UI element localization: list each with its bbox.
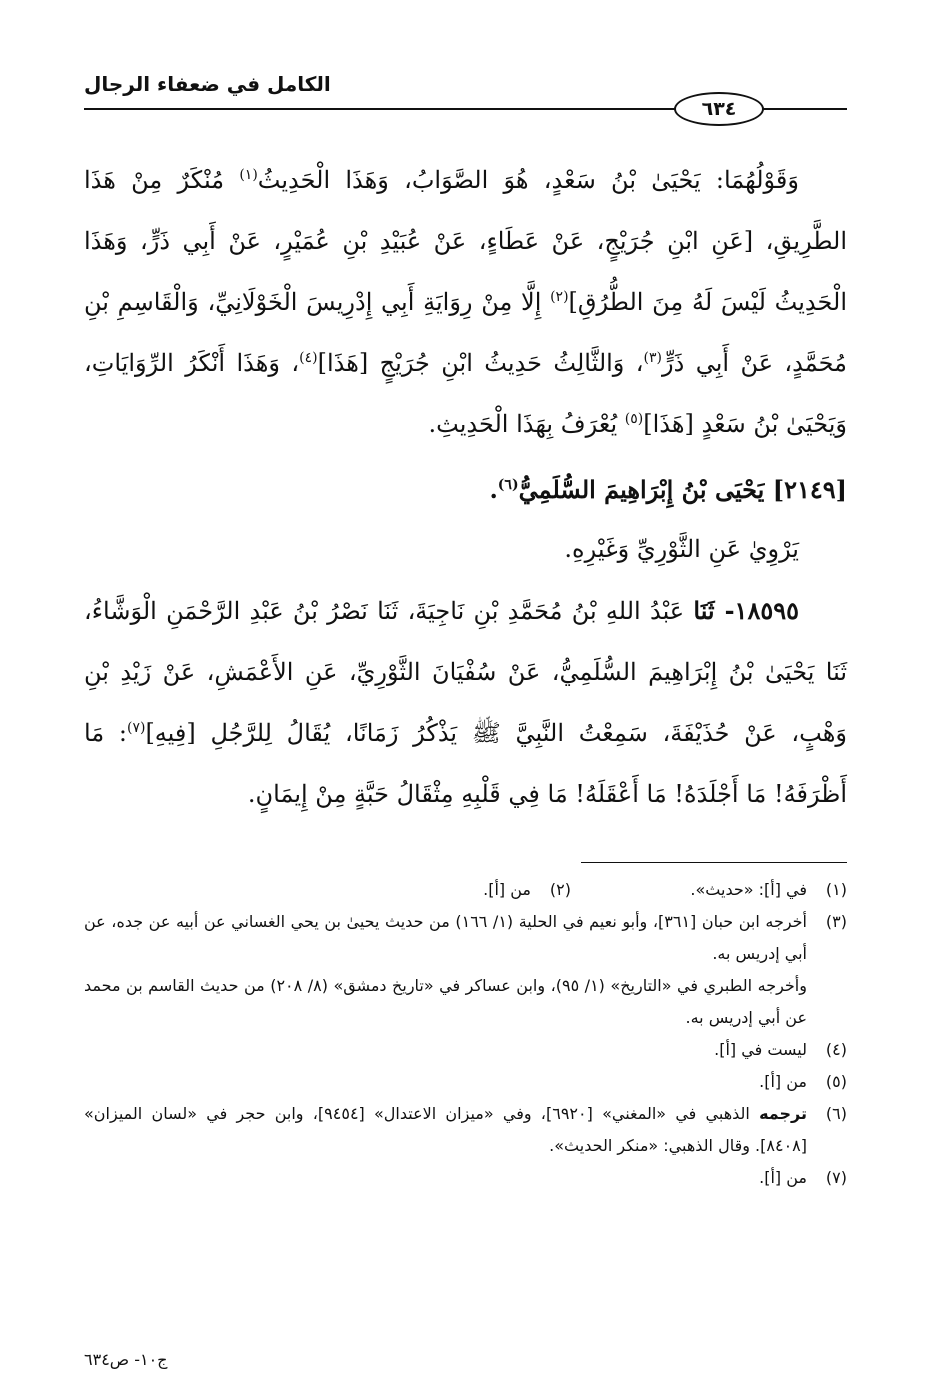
entry-number: [٢١٤٩] xyxy=(772,475,847,504)
footnote-ref: (١) xyxy=(239,167,258,183)
footnote-7 xyxy=(84,1162,847,1194)
footnote-divider xyxy=(581,862,847,863)
text-run: يُعْرَفُ بِهَذَا الْحَدِيثِ. xyxy=(428,410,625,438)
paragraph-commentary xyxy=(84,150,847,455)
footnote-4 xyxy=(84,1034,847,1066)
footnote-5 xyxy=(84,1066,847,1098)
text-run: : مَا أَظْرَفَهُ! مَا أَجْلَدَهُ! مَا أَعْقَلَهُ! مَا فِي قَلْبِهِ مِثْقَالُ حَبَّةٍ مِنْ إِيمَانٍ. xyxy=(84,719,847,808)
text-run: إِلَّا مِنْ رِوَايَةِ أَبِي إِدْرِيسَ الْخَوْلَانِيِّ، وَالْقَاسِمِ بْنِ مُحَمَّدٍ، عَنْ أَبِي ذَرٍّ xyxy=(84,288,848,377)
footnote-bold-word: ترجمه xyxy=(759,1104,807,1123)
footnote-text xyxy=(84,1098,807,1162)
footnote-number: (٢) xyxy=(549,880,571,899)
page-header xyxy=(84,70,847,120)
footnote-6 xyxy=(84,1098,847,1162)
footnote-line: وأخرجه الطبري في «التاريخ» (١/ ٩٥)، وابن عساكر في «تاريخ دمشق» (٨/ ٢٠٨) من حديث القاسم بن محمد عن أبي إدريس به. xyxy=(84,976,807,1027)
footnote-number: (٣) xyxy=(825,912,847,931)
footnote-number: (٧) xyxy=(825,1168,847,1187)
text-run: مُنْكَرٌ مِنْ هَذَا الطَّرِيقِ، [عَنِ ابْنِ جُرَيْجٍ، عَنْ عَطَاءٍ، عَنْ عُبَيْدِ بْنِ عُمَيْرٍ، عَنْ أَبِي ذَرٍّ، وَهَذَا الْحَدِيثُ لَيْسَ لَهُ مِنَ الطُّرُقِ] xyxy=(84,166,848,316)
footnote-line: أخرجه ابن حبان [٣٦١]، وأبو نعيم في الحلية (١/ ١٦٦) من حديث يحيىٰ بن يحي الغساني عن أبيه عن جده، عن أبي إدريس به. xyxy=(84,912,808,963)
footnote-number: (٥) xyxy=(825,1072,847,1091)
footnote-number: (١) xyxy=(825,880,847,899)
text-run: ، وَهَذَا أَنْكَرُ الرِّوَايَاتِ، وَيَحْيَىٰ بْنُ سَعْدٍ [هَذَا] xyxy=(84,349,847,438)
footnote-text: من [أ]. xyxy=(759,1168,807,1187)
footnote-row xyxy=(84,874,847,906)
footnote-text: من [أ]. xyxy=(483,880,531,899)
footnote-ref: (٧) xyxy=(126,720,146,736)
footnote-text xyxy=(84,906,807,1034)
entry-end: . xyxy=(489,475,498,504)
entry-heading xyxy=(84,461,847,519)
text-run: وَقَوْلُهُمَا: يَحْيَىٰ بْنُ سَعْدٍ، هُوَ الصَّوَابُ، وَهَذَا الْحَدِيثُ xyxy=(257,166,799,194)
hadith-number: ١٨٥٩٥- xyxy=(724,596,799,625)
footnote-number: (٤) xyxy=(825,1040,847,1059)
text-run: ، وَالثَّالِثُ حَدِيثُ ابْنِ جُرَيْجٍ [هَذَا] xyxy=(317,349,644,377)
paragraph-narration: يَرْوِيٰ عَنِ الثَّوْرِيِّ وَغَيْرِهِ. xyxy=(564,535,799,563)
footnote-text: من [أ]. xyxy=(759,1072,807,1091)
footnote-3 xyxy=(84,906,847,1034)
main-text xyxy=(84,150,847,825)
book-title: الكامل في ضعفاء الرجال xyxy=(84,72,331,96)
footnote-ref: (٥) xyxy=(624,411,644,427)
footnote-text: ليست في [أ]. xyxy=(714,1040,807,1059)
volume-page-ref: ج١٠- ص٦٣٤ xyxy=(84,1350,168,1369)
footnote-ref: (٦) xyxy=(497,477,519,493)
footnote-ref: (٤) xyxy=(299,350,318,366)
text-run: الذهبي في «المغني» [٦٩٢٠]، وفي «ميزان الاعتدال» [٩٤٥٤]، وابن حجر في «لسان الميزان» [٨٤٠٨]. وقال الذهبي: «منكر الحديث». xyxy=(84,1104,807,1155)
footnote-ref: (٣) xyxy=(643,350,663,366)
footnote-text: في [أ]: «حديث». xyxy=(690,880,807,899)
footnote-1 xyxy=(571,874,847,906)
footnote-2 xyxy=(483,874,571,906)
text-run: عَبْدُ اللهِ بْنُ مُحَمَّدِ بْنِ نَاجِيَةَ، ثَنَا نَصْرُ بْنُ عَبْدِ الرَّحْمَنِ الْوَشَّاءُ، ثَنَا يَحْيَىٰ بْنُ إِبْرَاهِيمَ السُّلَمِيُّ، عَنْ سُفْيَانَ الثَّوْرِيِّ، عَنِ الأَعْمَشِ، عَنْ زَيْدِ بْنِ وَهْبٍ، عَنْ حُذَيْفَةَ، سَمِعْتُ النَّبِيَّ ﷺ يَذْكُرُ زَمَانًا، يُقَالُ لِلرَّجُلِ [فِيهِ] xyxy=(84,597,847,747)
paragraph-hadith xyxy=(84,580,847,825)
footnote-ref: (٢) xyxy=(550,289,569,305)
footnotes xyxy=(84,874,847,1194)
page-number: ٦٣٤ xyxy=(674,92,764,126)
entry-name: يَحْيَى بْنُ إِبْرَاهِيمَ السُّلَمِيُّ xyxy=(518,475,773,504)
footnote-number: (٦) xyxy=(825,1104,847,1123)
hadith-tana: ثَنَا xyxy=(693,596,725,625)
